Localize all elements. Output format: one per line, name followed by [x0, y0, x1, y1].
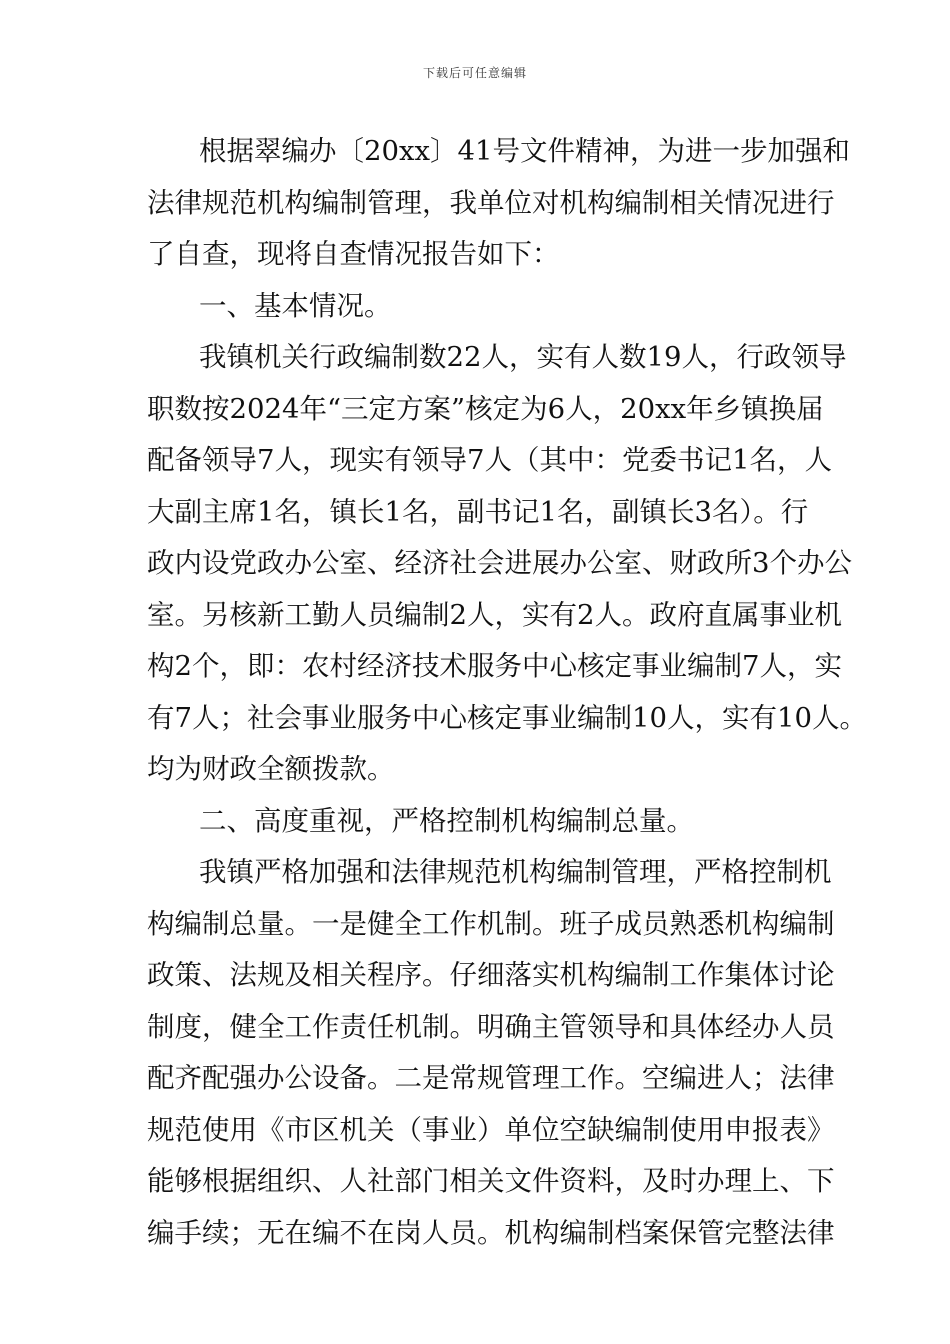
paragraph-2-line-4: 大副主席1名，镇长1名，副书记1名，副镇长3名）。行: [147, 495, 809, 528]
section-heading-2: 二、高度重视，严格控制机构编制总量。: [199, 804, 694, 837]
paragraph-3-line-2: 构编制总量。一是健全工作机制。班子成员熟悉机构编制: [147, 907, 835, 940]
paragraph-3-line-5: 配齐配强办公设备。二是常规管理工作。空编进人；法律: [147, 1062, 835, 1094]
paragraph-2-line-5: 政内设党政办公室、经济社会进展办公室、财政所3个办公: [147, 547, 852, 579]
paragraph-2-line-2: 职数按2024年“三定方案”核定为6人，20xx年乡镇换届: [147, 392, 824, 425]
paragraph-1-line-3: 了自查，现将自查情况报告如下：: [147, 238, 560, 270]
paragraph-3-line-4: 制度，健全工作责任机制。明确主管领导和具体经办人员: [147, 1010, 835, 1043]
paragraph-2-line-9: 均为财政全额拨款。: [147, 753, 395, 785]
paragraph-2-line-6: 室。另核新工勤人员编制2人，实有2人。政府直属事业机: [147, 598, 842, 631]
paragraph-2-line-3: 配备领导7人，现实有领导7人（其中：党委书记1名，人: [147, 444, 832, 476]
paragraph-3-line-3: 政策、法规及相关程序。仔细落实机构编制工作集体讨论: [147, 959, 835, 991]
paragraph-2-line-1: 我镇机关行政编制数22人，实有人数19人，行政领导: [199, 341, 847, 373]
paragraph-1-line-2: 法律规范机构编制管理，我单位对机构编制相关情况进行: [147, 186, 835, 219]
paragraph-3-line-7: 能够根据组织、人社部门相关文件资料，及时办理上、下: [147, 1165, 835, 1197]
page-header: 下载后可任意编辑: [422, 66, 527, 80]
paragraph-2-line-7: 构2个，即：农村经济技术服务中心核定事业编制7人，实: [147, 650, 842, 682]
paragraph-2-line-8: 有7人；社会事业服务中心核定事业编制10人，实有10人。: [147, 701, 867, 734]
document-body: [147, 126, 867, 1259]
paragraph-3-line-8: 编手续；无在编不在岗人员。机构编制档案保管完整法律: [147, 1216, 835, 1249]
section-heading-1: 一、基本情况。: [199, 289, 392, 322]
paragraph-3-line-6: 规范使用《市区机关（事业）单位空缺编制使用申报表》: [147, 1113, 835, 1146]
paragraph-3-line-1: 我镇严格加强和法律规范机构编制管理，严格控制机: [199, 856, 832, 888]
paragraph-1-line-1: 根据翠编办〔20xx〕41号文件精神，为进一步加强和: [199, 135, 851, 167]
